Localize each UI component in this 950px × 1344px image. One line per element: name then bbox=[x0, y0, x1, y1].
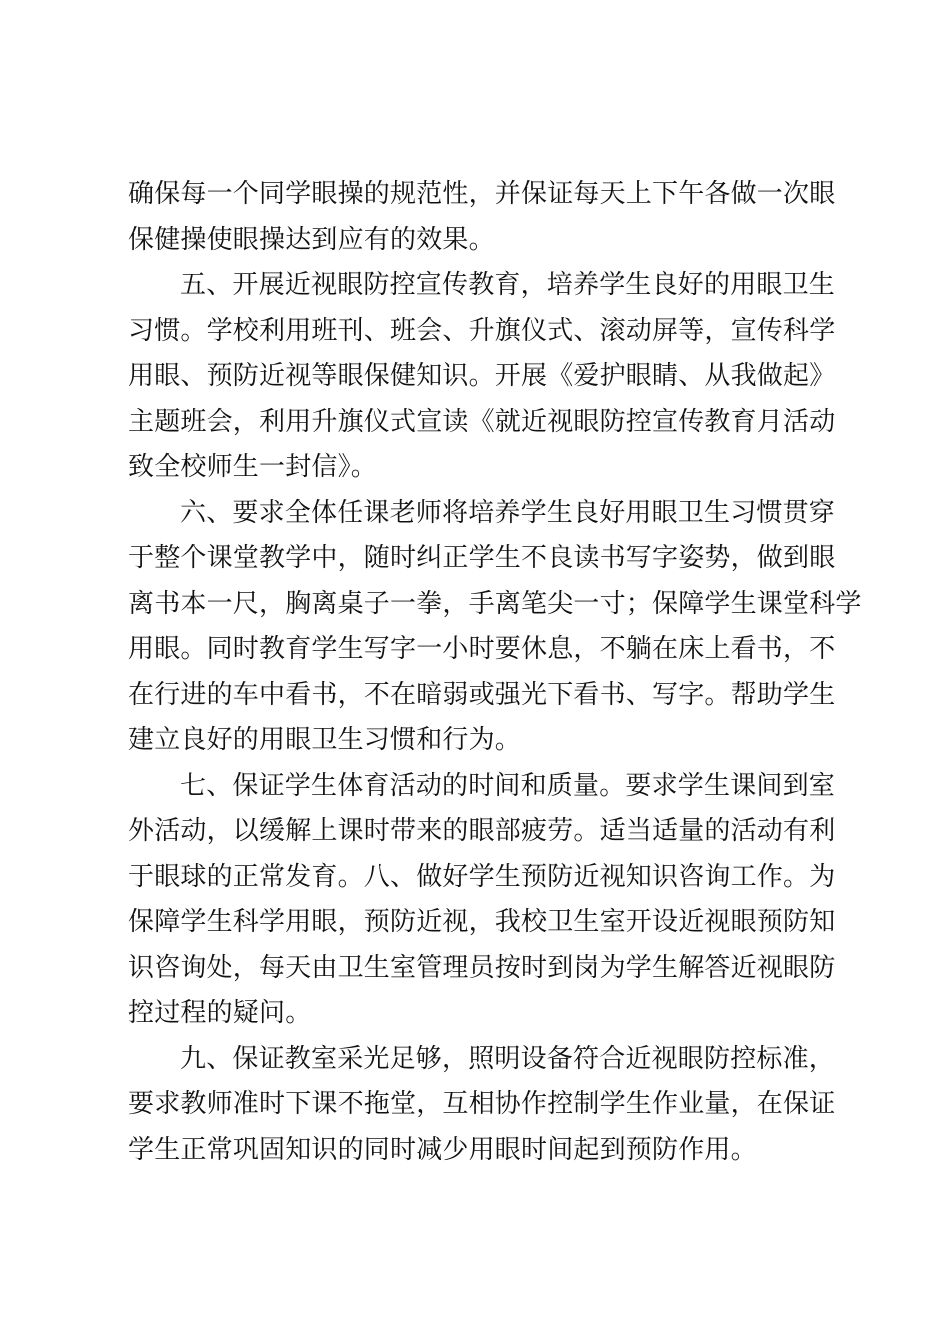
text-line: 用眼。同时教育学生写字一小时要休息，不躺在床上看书，不 bbox=[128, 634, 836, 664]
text-line: 建立良好的用眼卫生习惯和行为。 bbox=[128, 725, 522, 755]
text-line: 于眼球的正常发育。八、做好学生预防近视知识咨询工作。为 bbox=[128, 861, 836, 892]
text-line: 习惯。学校利用班刊、班会、升旗仪式、滚动屏等，宣传科学 bbox=[128, 315, 836, 346]
text-line: 外活动，以缓解上课时带来的眼部疲劳。适当适量的活动有利 bbox=[128, 816, 836, 846]
text-line: 于整个课堂教学中，随时纠正学生不良读书写字姿势，做到眼 bbox=[128, 543, 836, 573]
text-line: 识咨询处，每天由卫生室管理员按时到岗为学生解答近视眼防 bbox=[128, 952, 836, 983]
text-line: 九、保证教室采光足够，照明设备符合近视眼防控标准， bbox=[180, 1043, 836, 1074]
text-line: 主题班会，利用升旗仪式宣读《就近视眼防控宣传教育月活动 bbox=[128, 406, 836, 437]
text-line: 七、保证学生体育活动的时间和质量。要求学生课间到室 bbox=[180, 770, 836, 801]
text-line: 致全校师生一封信》。 bbox=[128, 452, 378, 482]
paragraph-section-6 bbox=[128, 491, 862, 764]
text-line: 确保每一个同学眼操的规范性，并保证每天上下午各做一次眼 bbox=[128, 179, 836, 209]
text-line: 控过程的疑问。 bbox=[128, 998, 312, 1028]
text-line: 保健操使眼操达到应有的效果。 bbox=[128, 224, 495, 255]
text-line: 保障学生科学用眼，预防近视，我校卫生室开设近视眼预防知 bbox=[128, 907, 836, 937]
paragraph-section-5 bbox=[128, 263, 836, 491]
text-line: 离书本一尺，胸离桌子一拳，手离笔尖一寸；保障学生课堂科学 bbox=[128, 588, 862, 619]
document-body bbox=[128, 172, 862, 1173]
text-line: 五、开展近视眼防控宣传教育，培养学生良好的用眼卫生 bbox=[180, 270, 836, 300]
text-line: 用眼、预防近视等眼保健知识。开展《爱护眼睛、从我做起》 bbox=[128, 361, 836, 391]
text-line: 学生正常巩固知识的同时减少用眼时间起到预防作用。 bbox=[128, 1134, 757, 1165]
paragraph-section-9 bbox=[128, 1037, 836, 1174]
paragraph-continuation bbox=[128, 172, 836, 263]
text-line: 要求教师准时下课不拖堂，互相协作控制学生作业量，在保证 bbox=[128, 1089, 836, 1119]
text-line: 在行进的车中看书，不在暗弱或强光下看书、写字。帮助学生 bbox=[128, 679, 836, 710]
text-line: 六、要求全体任课老师将培养学生良好用眼卫生习惯贯穿 bbox=[180, 497, 836, 528]
paragraph-section-7 bbox=[128, 764, 836, 1037]
